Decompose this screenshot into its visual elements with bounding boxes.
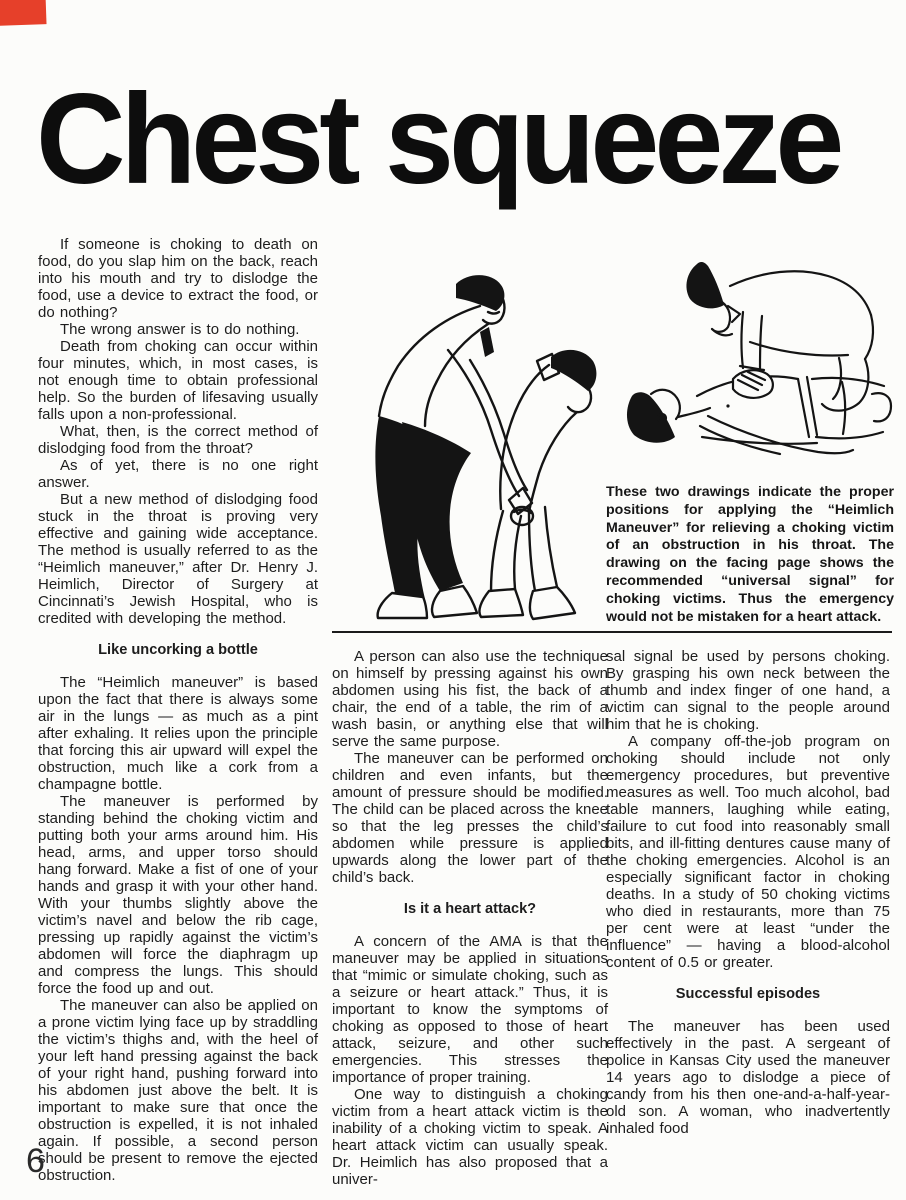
body-paragraph: If someone is choking to death on food, do you slap him on the back, reach into his mouth and try to dislodge the food, use a device to extract the food, or do nothing? bbox=[38, 236, 318, 321]
body-paragraph: As of yet, there is no one right answer. bbox=[38, 457, 318, 491]
body-paragraph: A company off-the-job program on choking should include not only emergency procedures, but preventive measures as well. Too much alcohol, bad table manners, laughing while eating, failure to cut food into reasonably small bits, and ill-fitting dentures cause many of the choking emergencies. Alcohol is an especially significant factor in choking deaths. In a study of 50 choking victims who died in restaurants, more than 75 per cent were at least “under the influence” — having a blood-alcohol content of 0.5 or greater. bbox=[606, 733, 890, 971]
body-paragraph: The maneuver is performed by standing behind the choking victim and putting both your arms around him. His head, arms, and upper torso should hang forward. Make a fist of one of your hands and grasp it with your other hand. With your thumbs slightly above the victim’s navel and below the rib cage, pressing up rapidly against the victim’s abdomen will force the diaphragm up and compress the lungs. This should force the food up and out. bbox=[38, 793, 318, 997]
figure-caption: These two drawings indicate the proper positions for applying the “Heimlich Maneuver” for relieving a choking victim of an obstruction in his throat. The drawing on the facing page shows the recommended “universal signal” for choking victims. Thus the emergency would not be mistaken for a heart attack. bbox=[606, 484, 894, 625]
body-paragraph: The maneuver has been used effectively in the past. A sergeant of police in Kansas City used the maneuver 14 years ago to dislodge a piece of candy from his then one-and-a-half-year-old son. A woman, who inadvertently inhaled food bbox=[606, 1018, 890, 1137]
text-column-3 bbox=[606, 648, 890, 1137]
supine-heimlich-illustration bbox=[602, 246, 896, 480]
text-column-1 bbox=[38, 236, 318, 1184]
standing-heimlich-drawing bbox=[330, 260, 612, 634]
standing-heimlich-illustration bbox=[330, 260, 612, 634]
body-paragraph: The wrong answer is to do nothing. bbox=[60, 321, 300, 338]
page-corner-mark bbox=[0, 0, 47, 26]
supine-heimlich-drawing bbox=[602, 246, 896, 480]
body-paragraph: A person can also use the technique on himself by pressing against his own abdomen using his fist, the back of a chair, the end of a table, the rim of a wash basin, or anything else that will serve the same purpose. bbox=[332, 648, 608, 750]
body-paragraph: Death from choking can occur within four minutes, which, in most cases, is not enough time to obtain professional help. So the burden of lifesaving usually falls upon a non-professional. bbox=[38, 338, 318, 423]
body-paragraph: sal signal be used by persons choking. By grasping his own neck between the thumb and index finger of one hand, a victim can signal to the people around him that he is choking. bbox=[606, 648, 890, 733]
text-column-2 bbox=[332, 648, 608, 1188]
body-paragraph: The “Heimlich maneuver” is based upon the fact that there is always some air in the lungs — as much as a pint after exhaling. It relies upon the principle that forcing this air upward will expel the obstruction, much like a cork from a champagne bottle. bbox=[38, 674, 318, 793]
body-paragraph: What, then, is the correct method of dislodging food from the throat? bbox=[38, 423, 318, 457]
page-number: 6 bbox=[26, 1142, 45, 1180]
body-paragraph: But a new method of dislodging food stuck in the throat is proving very effective and gaining wide acceptance. The method is usually referred to as the “Heimlich maneuver,” after Dr. Henry J. Heimlich, Director of Surgery at Cincinnati’s Jewish Hospital, who is credited with developing the method. bbox=[38, 491, 318, 627]
section-heading: Like uncorking a bottle bbox=[98, 642, 258, 658]
section-divider bbox=[332, 631, 892, 633]
body-paragraph: A concern of the AMA is that the maneuver may be applied in situations that “mimic or simulate choking, such as a seizure or heart attack.” Thus, it is important to know the symptoms of choking as opposed to those of heart attack, seizure, and other such emergencies. This stresses the importance of proper training. bbox=[332, 933, 608, 1086]
body-paragraph: The maneuver can also be applied on a prone victim lying face up by straddling the victim’s thighs and, with the heel of your left hand pressing against the back of your right hand, pushing forward into his abdomen just above the belt. It is important to make sure that once the obstruction is expelled, it is not inhaled again. If possible, a second person should be present to remove the ejected obstruction. bbox=[38, 997, 318, 1184]
page-title: Chest squeeze bbox=[36, 68, 840, 211]
body-paragraph: One way to distinguish a choking victim from a heart attack victim is the inability of a choking victim to speak. A heart attack victim can usually speak. Dr. Heimlich has also proposed that a univer- bbox=[332, 1086, 608, 1188]
section-heading: Is it a heart attack? bbox=[403, 901, 537, 917]
body-paragraph: The maneuver can be performed on children and even infants, but the amount of pressure should be modified. The child can be placed across the knee so that the leg presses the child’s abdomen while pressure is applied upwards along the lower part of the child’s back. bbox=[332, 750, 608, 886]
section-heading: Successful episodes bbox=[675, 986, 821, 1002]
